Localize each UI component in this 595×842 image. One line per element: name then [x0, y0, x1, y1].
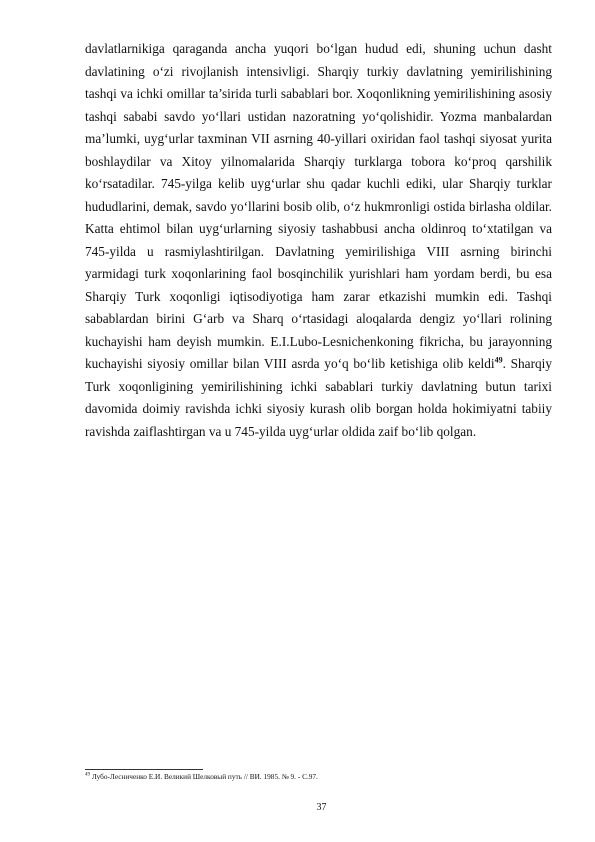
footnote-separator — [85, 769, 203, 770]
footnote-text: Лубо-Лесниченко Е.И. Великий Шелковый путь // ВИ. 1985. № 9. - С.97. — [90, 772, 318, 781]
footnote-reference[interactable]: 49 — [494, 355, 503, 365]
page-number: 37 — [316, 802, 327, 813]
body-paragraph — [85, 38, 552, 443]
paragraph-text-before-footnote: davlatlarnikiga qaraganda ancha yuqori boʻlgan hudud edi, shuning uchun dasht davlatining oʻzi rivojlanish intensivligi. Sharqiy turkiy davlatning yemirilishining tashqi va ichki omillar ta’sirida turli sabablari bor. Xoqonlikning yemirilishining asosiy tashqi sababi savdo yoʻllari ustidan nazoratning yoʻqolishidir. Yozma manbalardan ma’lumki, uygʻurlar taxminan VII asrning 40-yillari oxiridan faol tashqi siyosat yurita boshlaydilar va Xitoy yilnomalarida Sharqiy turklarga tobora koʻproq qarshilik koʻrsatadilar. 745-yilga kelib uygʻurlar shu qadar kuchli ediki, ular Sharqiy turklar hududlarini, demak, savdo yoʻllarini bosib olib, oʻz hukmronligi ostida birlasha oldilar. Katta ehtimol bilan uygʻurlarning siyosiy tashabbusi ancha oldinroq toʻxtatilgan va 745-yilda u rasmiylashtirilgan. Davlatning yemirilishiga VIII asrning birinchi yarmidagi turk xoqonlarining faol bosqinchilik yurishlari ham yordam berdi, bu esa Sharqiy Turk xoqonligi iqtisodiyotiga ham zarar etkazishi mumkin edi. Tashqi sabablardan birini Gʻarb va Sharq oʻrtasidagi aloqalarda dengiz yoʻllari rolining kuchayishi ham deyish mumkin. E.I.Lubo-Lesnichenkoning fikricha, bu jarayonning kuchayishi siyosiy omillar bilan VIII asrda yoʻq boʻlib ketishiga olib keldi — [85, 41, 552, 371]
paragraph-text-after-footnote: . Sharqiy Turk xoqonligining yemirilishining ichki sabablari turkiy davlatning butun tarixi davomida doimiy ravishda ichki siyosiy kurash olib borgan holda hokimiyatni tabiiy ravishda zaiflashtirgan va u 745-yilda uygʻurlar oldida zaif boʻlib qolgan. — [85, 356, 552, 439]
footnote-number: 49 — [85, 772, 90, 778]
footnote — [85, 772, 552, 782]
